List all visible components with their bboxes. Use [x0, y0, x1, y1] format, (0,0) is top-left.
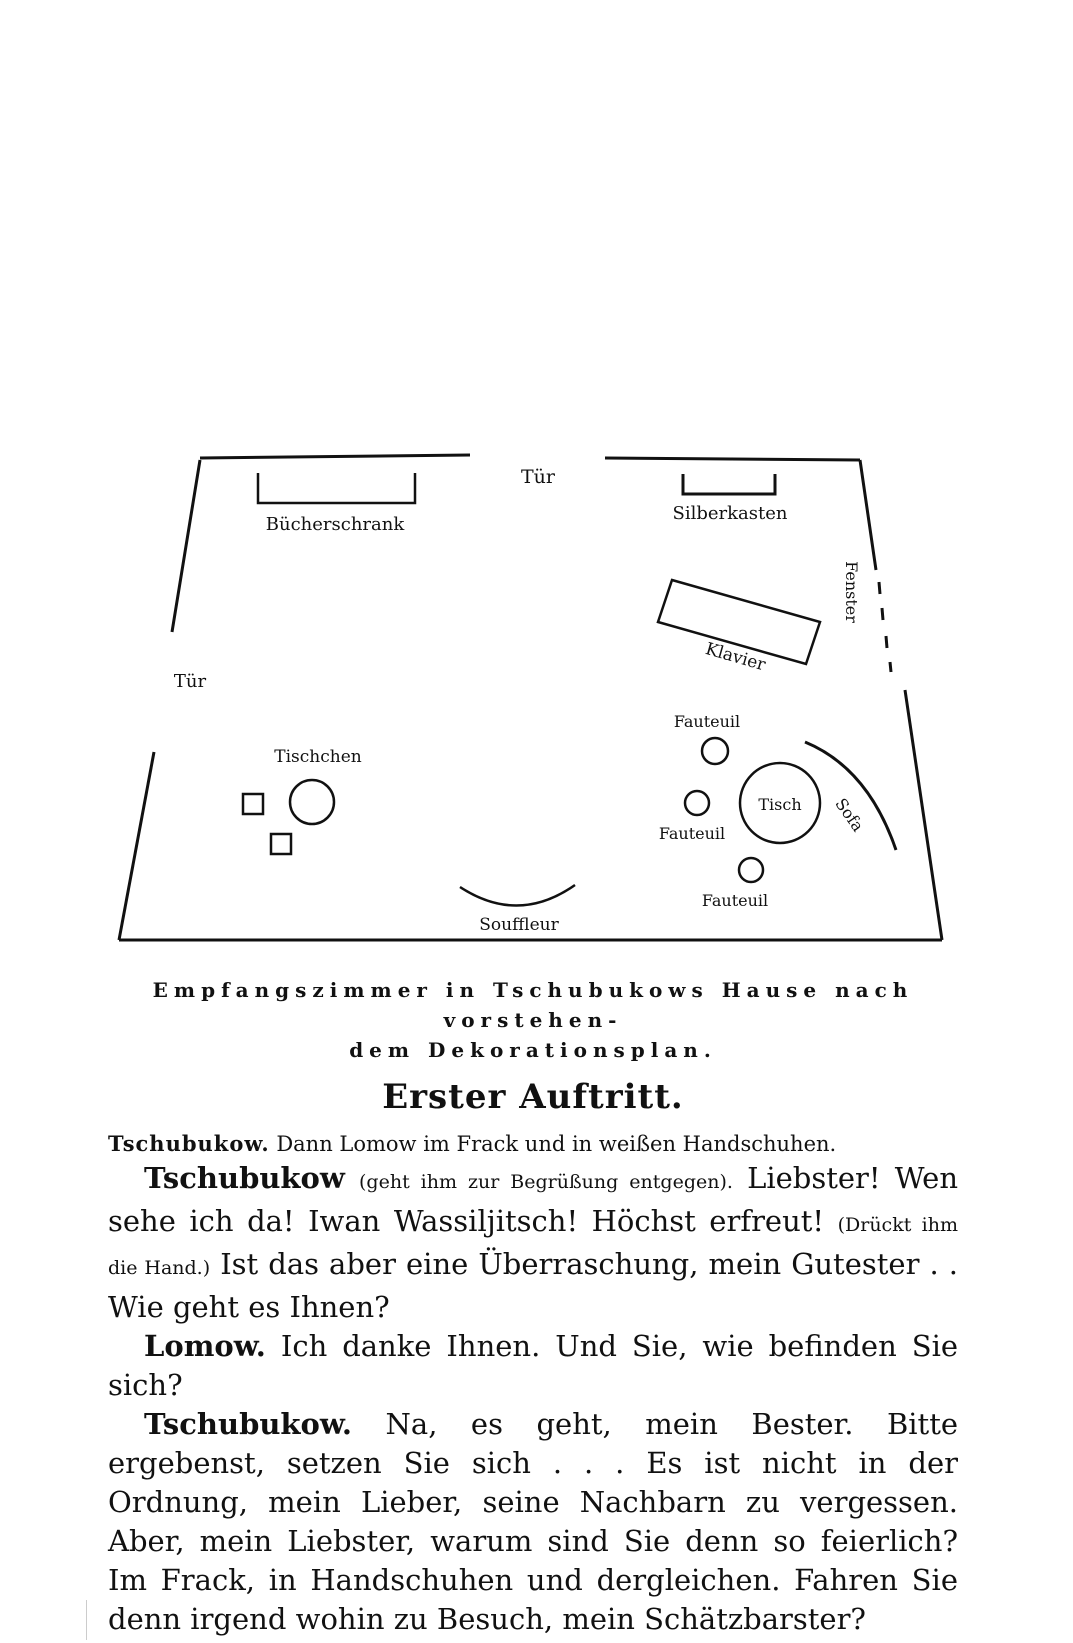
label-small-table: Tischchen: [274, 747, 362, 767]
wall-left-upper: [172, 460, 200, 632]
dialogue-text: Na, es geht, mein Bester. Bitte ergebenst, setzen Sie sich . . . Es ist nicht in der Ordnung, mein Lieber, seine Nachbarn zu vergessen. Aber, mein Liebster, warum sind Sie denn so feierlich? Im Frack, in Handschuhen und dergleichen. Fahren Sie denn irgend wohin zu Besuch, mein Schätzbarster?: [108, 1407, 959, 1636]
wall-left-lower: [119, 752, 154, 940]
speaker-name: Tschubukow: [144, 1161, 345, 1195]
cast-rest: Dann Lomow im Frack und in weißen Handschuhen.: [276, 1132, 837, 1156]
label-bookcase: Bücherschrank: [265, 514, 405, 535]
prompter-box: [460, 885, 575, 906]
speaker-name: Tschubukow.: [144, 1407, 353, 1441]
label-sofa: Sofa: [831, 794, 868, 836]
stool-2: [271, 834, 291, 854]
dialogue-paragraph-1: [108, 1159, 958, 1327]
label-piano: Klavier: [703, 639, 768, 676]
cast-speaker: Tschubukow.: [108, 1131, 270, 1156]
silverchest: [683, 474, 775, 494]
bookcase: [258, 473, 415, 503]
armchair-top: [702, 738, 728, 764]
dialogue-text: Ich danke Ihnen. Und Sie, wie befinden Sie sich?: [108, 1329, 959, 1402]
label-door-top: Tür: [521, 466, 555, 488]
label-armchair-bottom: Fauteuil: [701, 891, 769, 910]
caption-line-2: dem Dekorationsplan.: [349, 1038, 717, 1062]
label-window: Fenster: [842, 561, 861, 623]
wall-top-right: [605, 458, 860, 460]
label-table: Tisch: [758, 795, 802, 814]
dialogue-text: Ist das aber eine Überraschung, mein Gutester . . Wie geht es Ihnen?: [108, 1247, 958, 1324]
dialogue-paragraph-3: [108, 1405, 958, 1639]
speaker-name: Lomow.: [144, 1329, 266, 1363]
wall-right-lower: [905, 690, 942, 940]
plan-caption: [108, 975, 958, 1065]
label-armchair-top: Fauteuil: [673, 712, 741, 731]
label-armchair-left: Fauteuil: [658, 824, 726, 843]
cast-line: [108, 1129, 958, 1159]
label-prompter: Souffleur: [479, 915, 559, 935]
label-door-left: Tür: [173, 671, 207, 692]
label-silverchest: Silberkasten: [672, 503, 788, 524]
dialogue-paragraph-2: [108, 1327, 958, 1405]
scene-title: Erster Auftritt.: [382, 1077, 684, 1117]
stool-1: [243, 794, 263, 814]
armchair-left: [685, 791, 709, 815]
wall-top-left: [200, 455, 470, 458]
window-marks: [879, 582, 891, 672]
wall-right-upper: [860, 460, 876, 570]
small-table: [290, 780, 334, 824]
armchair-bottom: [739, 858, 763, 882]
stage-direction: (geht ihm zur Begrüßung entgegen).: [359, 1171, 733, 1193]
stage-direction: (Drückt ihm die Hand.): [108, 1214, 959, 1279]
caption-line-1: Empfangszimmer in Tschubukows Hause nach vorstehen-: [152, 978, 914, 1032]
page-text: [108, 975, 958, 1639]
dialogue-text: Liebster! Wen sehe ich da! Iwan Wassiljitsch! Höchst erfreut!: [108, 1161, 959, 1238]
scan-mark: [86, 1600, 87, 1640]
